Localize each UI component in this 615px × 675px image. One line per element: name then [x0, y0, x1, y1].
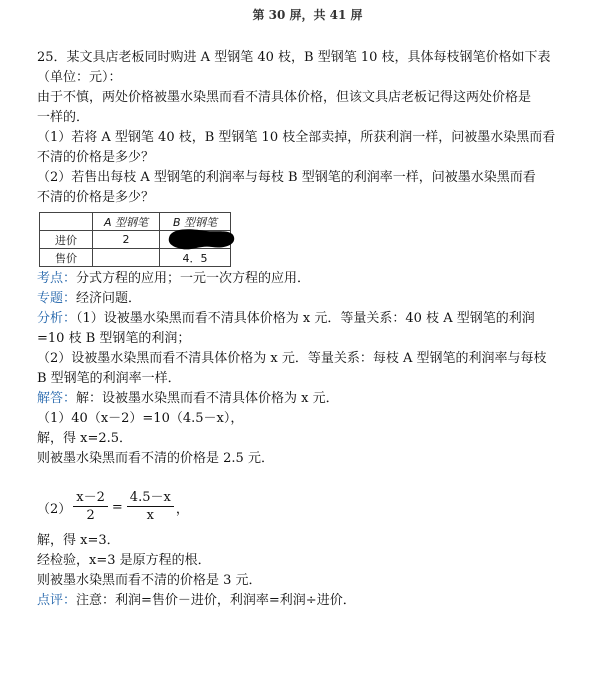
fenxi-line-2: =10 枝 B 型钢笔的利润； — [37, 331, 191, 346]
problem-line-3: 由于不慎，两处价格被墨水染黑而看不清具体价格，但该文具店老板记得这两处价格是 — [37, 90, 532, 105]
problem-line-1: 25．某文具店老板同时购进 A 型钢笔 40 枝，B 型钢笔 10 枝，具体每枝钢笔价格如下表 — [37, 50, 551, 65]
equals-sign: = — [111, 499, 123, 515]
solution-part1-line-1: （1）40（x－2）=10（4.5－x）， — [37, 411, 244, 426]
table-cell-price-b: 4．5 — [160, 249, 231, 267]
price-table-wrap — [39, 212, 582, 267]
fraction-right-numerator: 4.5－x — [127, 490, 174, 507]
solution-part2-line-2: 经检验，x=3 是原方程的根． — [37, 553, 211, 568]
table-row-cost — [40, 231, 231, 249]
fenxi-label: 分析： — [37, 311, 77, 326]
solution-part2-line-1: 解，得 x=3． — [37, 533, 120, 548]
fraction-left-numerator: x－2 — [73, 490, 108, 507]
page-header: 第 30 屏，共 41 屏 — [252, 8, 363, 22]
problem-line-2: （单位：元）： — [37, 70, 122, 85]
solution-part2-line-3: 则被墨水染黑而看不清的价格是 3 元． — [37, 573, 262, 588]
dianping-label: 点评： — [37, 593, 77, 608]
table-header-b: B 型钢笔 — [160, 213, 231, 231]
table-corner-cell — [40, 213, 93, 231]
dianping-line: 点评：注意：利润=售价－进价，利润率=利润÷进价． — [37, 593, 356, 608]
kaodian-line: 考点：分式方程的应用；一元一次方程的应用． — [37, 271, 311, 286]
fraction-left — [73, 490, 108, 525]
fenxi-line-4: B 型钢笔的利润率一样． — [37, 371, 181, 386]
fraction-right-denominator: x — [146, 507, 154, 523]
table-cell-price-a-blank — [93, 249, 160, 267]
jieda-line: 解答：解：设被墨水染黑而看不清具体价格为 x 元． — [37, 391, 339, 406]
table-row-price — [40, 249, 231, 267]
solution-part1-line-3: 则被墨水染黑而看不清的价格是 2.5 元． — [37, 451, 274, 466]
fenxi-line-1: 分析：（1）设被墨水染黑而看不清具体价格为 x 元．等量关系：40 枝 A 型钢笔的利润 — [37, 311, 535, 326]
part2-prefix: （2） — [37, 501, 72, 517]
problem-line-6: 不清的价格是多少？ — [37, 150, 155, 165]
table-cell-cost-b-inked — [160, 231, 231, 249]
fraction-right — [127, 490, 174, 525]
problem-number: 25． — [37, 50, 67, 65]
fraction-equation — [37, 487, 582, 527]
zhuanti-label: 专题： — [37, 291, 77, 306]
table-header-row — [40, 213, 231, 231]
fenxi-line-3: （2）设被墨水染黑而看不清具体价格为 x 元．等量关系：每枝 A 型钢笔的利润率与每枝 — [37, 351, 547, 366]
zhuanti-line: 专题：经济问题． — [37, 291, 142, 306]
document-body — [37, 48, 582, 611]
table-row-label-cost: 进价 — [40, 231, 93, 249]
table-row-label-price: 售价 — [40, 249, 93, 267]
problem-line-8: 不清的价格是多少？ — [37, 190, 155, 205]
problem-line-5: （1）若将 A 型钢笔 40 枝，B 型钢笔 10 枝全部卖掉，所获利润一样，问被墨水染黑而看 — [37, 130, 556, 145]
problem-line-4: 一样的． — [37, 110, 90, 125]
price-table — [39, 212, 231, 267]
fraction-end-comma: ， — [175, 501, 189, 517]
jieda-label: 解答： — [37, 391, 77, 406]
kaodian-label: 考点： — [37, 271, 77, 286]
solution-part1-line-2: 解，得 x=2.5． — [37, 431, 133, 446]
problem-line-7: （2）若售出每枝 A 型钢笔的利润率与每枝 B 型钢笔的利润率一样，问被墨水染黑而看 — [37, 170, 536, 185]
table-header-a: A 型钢笔 — [93, 213, 160, 231]
table-cell-cost-a: 2 — [93, 231, 160, 249]
fraction-left-denominator: 2 — [86, 507, 95, 523]
